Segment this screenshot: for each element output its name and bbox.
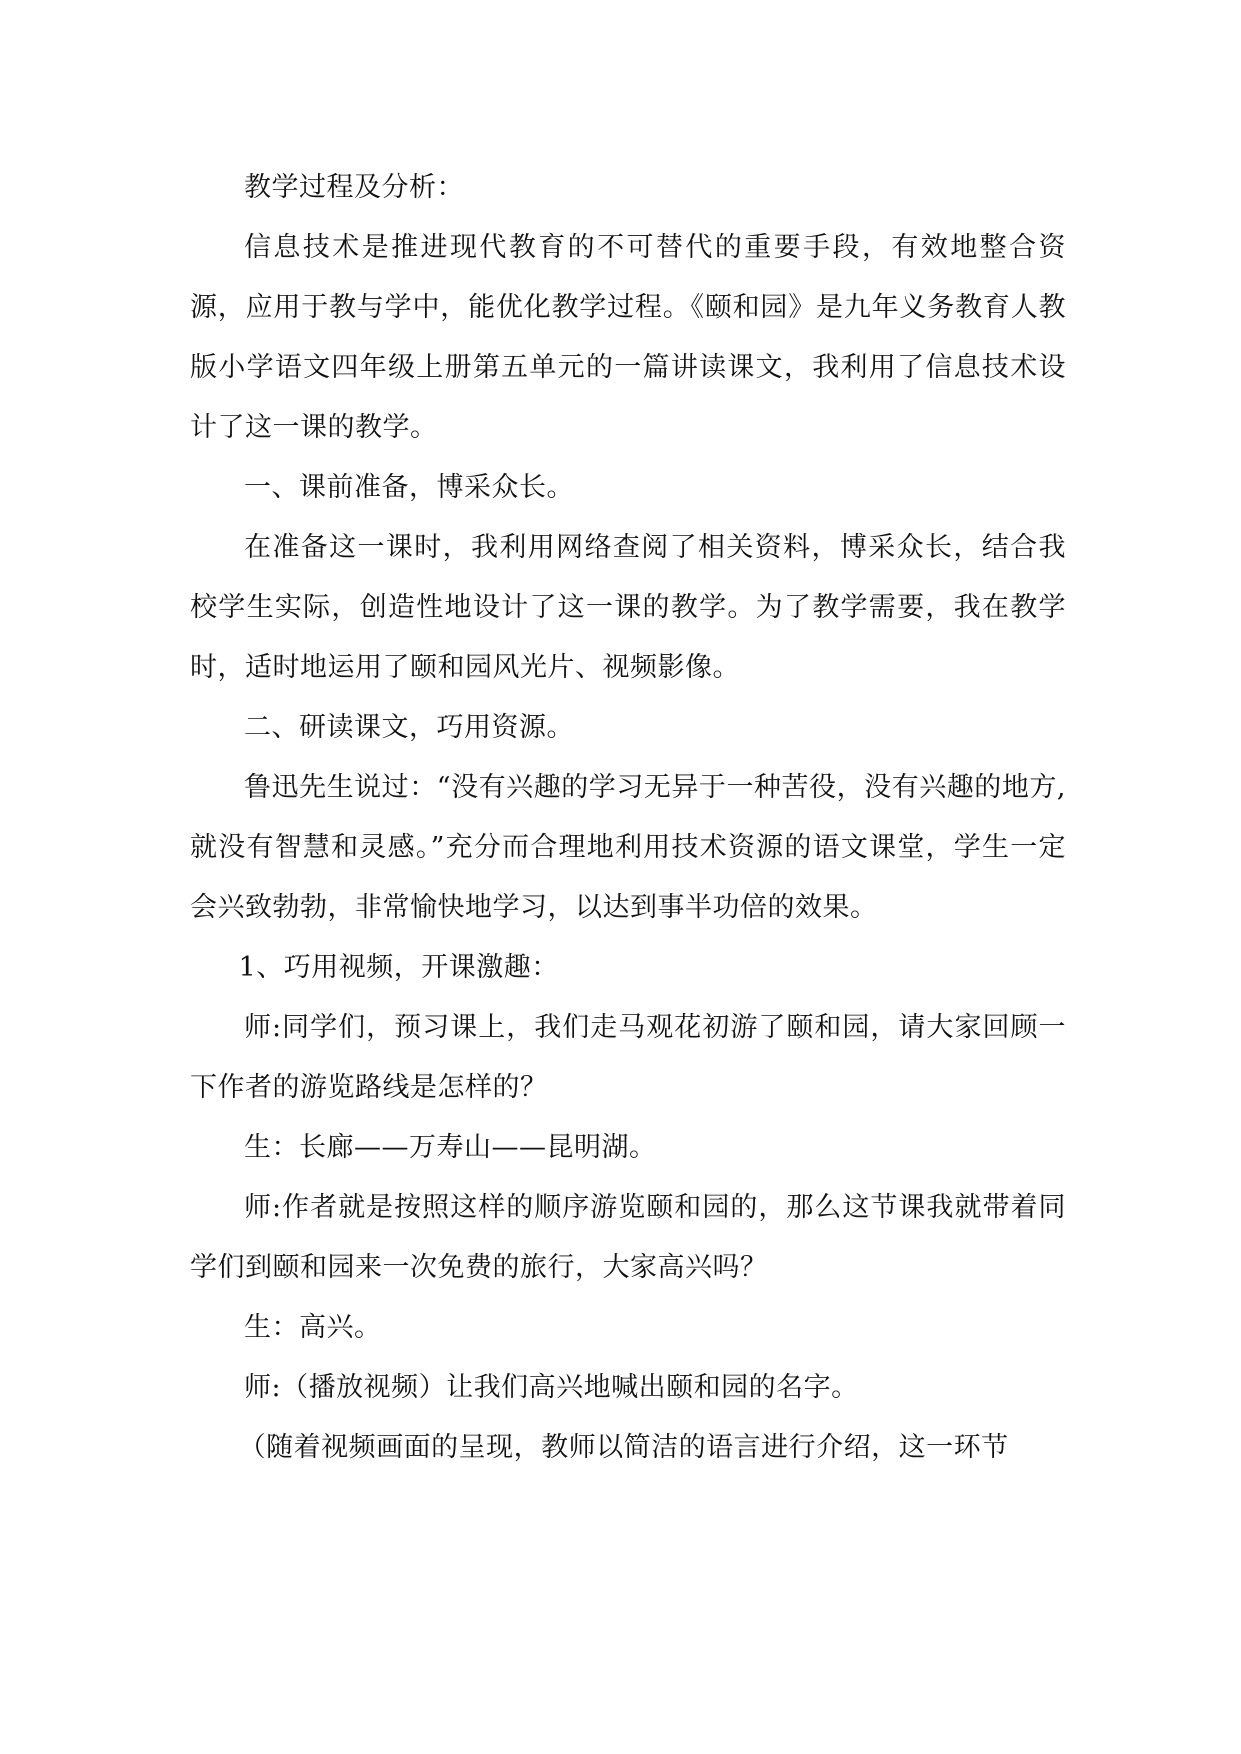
subsection-heading-video: 1、巧用视频，开课激趣： [238,952,559,983]
section-heading-study: 二、研读课文，巧用资源。 [244,712,574,743]
section-heading-preparation: 一、课前准备，博采众长。 [244,472,574,503]
dialogue-teacher-3: 师:（播放视频）让我们高兴地喊出颐和园的名字。 [244,1372,859,1403]
body-paragraph-quote: 鲁迅先生说过：“没有兴趣的学习无异于一种苦役，没有兴趣的地方,就没有智慧和灵感。”充分而合理地利用技术资源的语文课堂，学生一定会兴致勃勃，非常愉快地学习，以达到事半功倍的效果。 [190,772,1066,923]
dialogue-student-2: 生：高兴。 [244,1312,382,1343]
body-paragraph-intro: 信息技术是推进现代教育的不可替代的重要手段，有效地整合资源，应用于教与学中，能优化教学过程。《颐和园》是九年义务教育人教版小学语文四年级上册第五单元的一篇讲读课文，我利用了信息技术设计了这一课的教学。 [190,232,1066,443]
dialogue-teacher-2: 师:作者就是按照这样的顺序游览颐和园的，那么这节课我就带着同学们到颐和园来一次免费的旅行，大家高兴吗？ [190,1192,1066,1283]
stage-note: （随着视频画面的呈现，教师以简洁的语言进行介绍，这一环节 [238,1432,1009,1463]
section-heading-process: 教学过程及分析： [244,172,464,203]
dialogue-student-1: 生：长廊——万寿山——昆明湖。 [244,1132,657,1163]
document-body [190,158,1066,1478]
body-paragraph-preparation: 在准备这一课时，我利用网络查阅了相关资料，博采众长，结合我校学生实际，创造性地设计了这一课的教学。为了教学需要，我在教学时，适时地运用了颐和园风光片、视频影像。 [190,532,1066,683]
dialogue-teacher-1: 师:同学们，预习课上，我们走马观花初游了颐和园，请大家回顾一下作者的游览路线是怎样的？ [190,1012,1066,1103]
